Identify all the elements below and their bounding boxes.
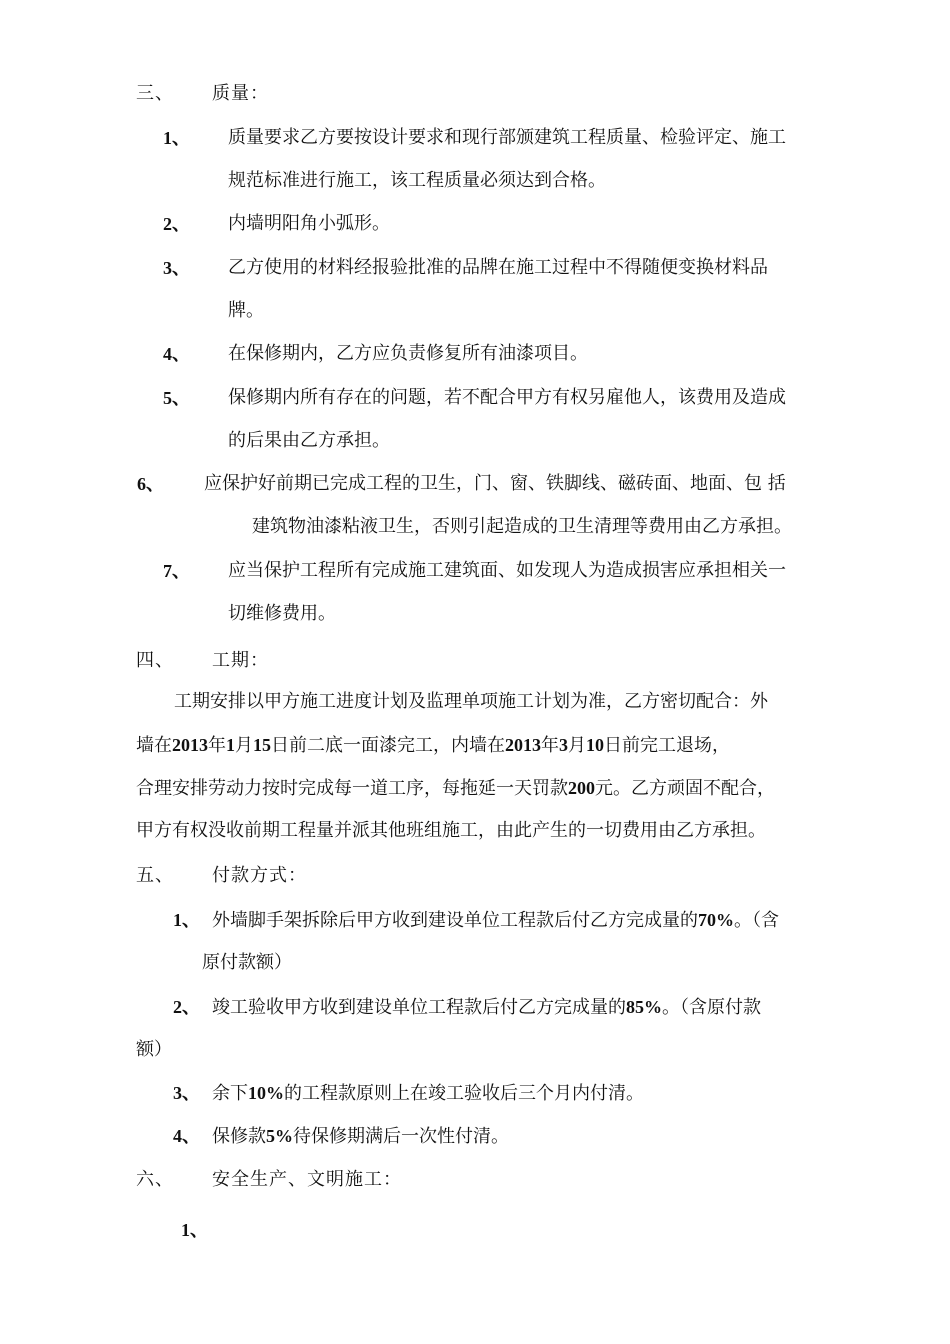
quality-item-3-number: 3、 <box>163 258 190 278</box>
section-4-title: 工期： <box>212 650 269 671</box>
period-day-2: 10 <box>586 735 604 755</box>
payment-item-2-number: 2、 <box>173 997 200 1017</box>
period-text: 年 <box>208 735 226 756</box>
payment-percent: 5% <box>266 1126 293 1146</box>
payment-text: 的工程款原则上在竣工验收后三个月内付清。 <box>284 1083 644 1104</box>
period-month-1: 1 <box>226 735 235 755</box>
quality-item-6-line-1: 应保护好前期已完成工程的卫生，门、窗、铁脚线、磁砖面、地面、包 括 <box>204 473 786 494</box>
quality-item-3-line-1: 乙方使用的材料经报验批准的品牌在施工过程中不得随便变换材料品 <box>228 257 768 278</box>
safety-item-1-number: 1、 <box>181 1220 208 1240</box>
payment-percent: 85% <box>626 997 662 1017</box>
period-paragraph-line-2 <box>136 733 730 758</box>
payment-text: 外墙脚手架拆除后甲方收到建设单位工程款后付乙方完成量的 <box>212 910 698 931</box>
payment-text: 保修款 <box>212 1126 266 1147</box>
payment-percent: 70% <box>698 910 734 930</box>
period-text: 日前完工退场， <box>604 735 730 756</box>
quality-item-2-number: 2、 <box>163 214 190 234</box>
payment-text: 竣工验收甲方收到建设单位工程款后付乙方完成量的 <box>212 997 626 1018</box>
quality-item-3-line-2: 牌。 <box>228 300 264 321</box>
payment-item-1-line-2: 原付款额） <box>202 952 292 973</box>
period-year-1: 2013 <box>172 735 208 755</box>
payment-item-2-line-2: 额） <box>136 1039 172 1060</box>
period-text: 月 <box>568 735 586 756</box>
payment-item-3-number: 3、 <box>173 1083 200 1103</box>
quality-item-5-line-1: 保修期内所有存在的问题，若不配合甲方有权另雇他人，该费用及造成 <box>228 387 786 408</box>
quality-item-6-number: 6、 <box>137 474 164 494</box>
period-text: 墙在 <box>136 735 172 756</box>
section-3-number: 三、 <box>136 83 174 104</box>
section-6-title: 安全生产、文明施工： <box>212 1169 402 1190</box>
payment-text: 待保修期满后一次性付清。 <box>293 1126 509 1147</box>
quality-item-1-number: 1、 <box>163 128 190 148</box>
period-month-2: 3 <box>559 735 568 755</box>
period-day-1: 15 <box>253 735 271 755</box>
period-text: 元。乙方顽固不配合， <box>595 778 775 799</box>
section-5-title: 付款方式： <box>212 865 307 886</box>
quality-item-7-line-2: 切维修费用。 <box>228 603 336 624</box>
quality-item-7-line-1: 应当保护工程所有完成施工建筑面、如发现人为造成损害应承担相关一 <box>228 560 786 581</box>
quality-item-4-number: 4、 <box>163 344 190 364</box>
payment-item-1-line-1 <box>212 908 779 933</box>
section-3-title: 质量： <box>212 83 269 104</box>
period-paragraph-line-4: 甲方有权没收前期工程量并派其他班组施工，由此产生的一切费用由乙方承担。 <box>136 820 766 841</box>
section-5-number: 五、 <box>136 865 174 886</box>
period-text: 合理安排劳动力按时完成每一道工序，每拖延一天罚款 <box>136 778 568 799</box>
period-year-2: 2013 <box>505 735 541 755</box>
payment-item-2-line-1 <box>212 995 761 1020</box>
section-6-number: 六、 <box>136 1169 174 1190</box>
payment-item-4-number: 4、 <box>173 1126 200 1146</box>
quality-item-1-line-1: 质量要求乙方要按设计要求和现行部颁建筑工程质量、检验评定、施工 <box>228 127 786 148</box>
period-paragraph-line-1: 工期安排以甲方施工进度计划及监理单项施工计划为准，乙方密切配合：外 <box>174 691 768 712</box>
quality-item-7-number: 7、 <box>163 561 190 581</box>
period-text: 日前二底一面漆完工，内墙在 <box>271 735 505 756</box>
quality-item-1-line-2: 规范标准进行施工，该工程质量必须达到合格。 <box>228 170 606 191</box>
payment-text: 。（含 <box>734 910 779 931</box>
payment-item-4-line-1 <box>212 1124 509 1149</box>
quality-item-4-line-1: 在保修期内，乙方应负责修复所有油漆项目。 <box>228 343 588 364</box>
payment-percent: 10% <box>248 1083 284 1103</box>
quality-item-5-line-2: 的后果由乙方承担。 <box>228 430 390 451</box>
payment-item-3-line-1 <box>212 1081 644 1106</box>
period-text: 月 <box>235 735 253 756</box>
period-fine: 200 <box>568 778 595 798</box>
quality-item-6-line-2: 建筑物油漆粘液卫生，否则引起造成的卫生清理等费用由乙方承担。 <box>252 516 792 537</box>
period-text: 年 <box>541 735 559 756</box>
payment-text: 余下 <box>212 1083 248 1104</box>
quality-item-5-number: 5、 <box>163 388 190 408</box>
payment-item-1-number: 1、 <box>173 910 200 930</box>
section-4-number: 四、 <box>136 650 174 671</box>
period-paragraph-line-3 <box>136 776 775 801</box>
quality-item-2-line-1: 内墙明阳角小弧形。 <box>228 213 390 234</box>
payment-text: 。（含原付款 <box>662 997 761 1018</box>
